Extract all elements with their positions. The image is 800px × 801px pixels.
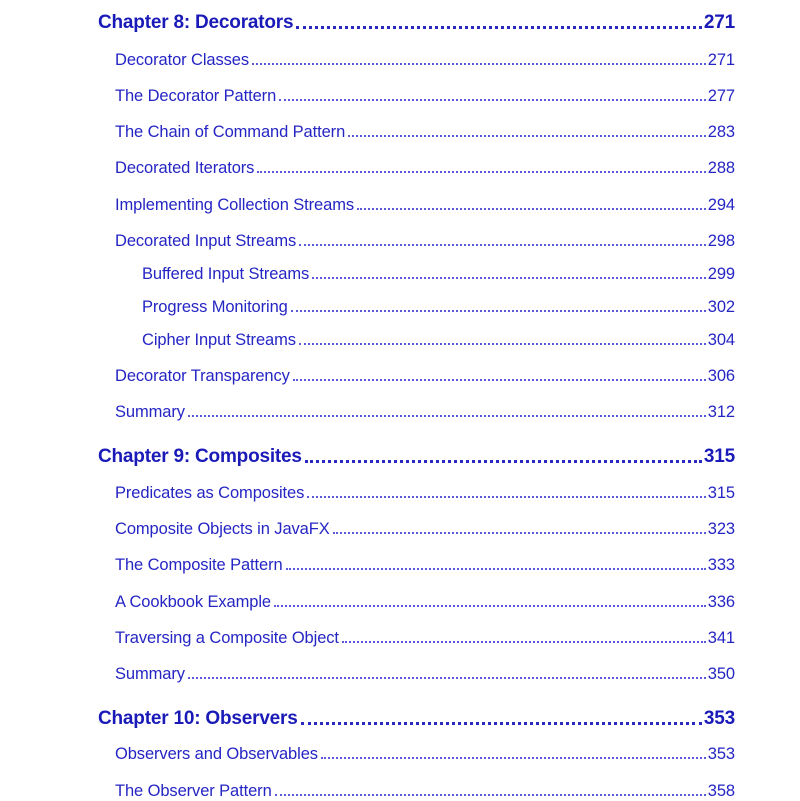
dot-leader [305, 442, 702, 463]
dot-leader [252, 47, 706, 66]
toc-page-number: 353 [703, 708, 735, 729]
dot-leader [357, 192, 706, 211]
toc-entry-title: The Composite Pattern [115, 556, 283, 574]
toc-page-number: 323 [707, 520, 735, 538]
toc-section-entry[interactable] [115, 551, 735, 575]
dot-leader [321, 741, 706, 760]
toc-entry-title: Implementing Collection Streams [115, 196, 355, 214]
toc-section-entry[interactable] [142, 293, 735, 317]
toc-entry-title: The Observer Pattern [115, 782, 272, 800]
toc-entry-title: Chapter 9: Composites [98, 446, 302, 467]
toc-chapter-entry[interactable] [98, 442, 735, 468]
dot-leader [291, 294, 706, 313]
toc-entry-title: Cipher Input Streams [142, 331, 296, 349]
toc-page-number: 294 [707, 196, 735, 214]
toc-entry-title: Summary [115, 665, 185, 683]
dot-leader [312, 261, 706, 280]
toc-section-entry[interactable] [115, 362, 735, 386]
toc-section-entry[interactable] [115, 588, 735, 612]
toc-section-entry[interactable] [115, 660, 735, 684]
dot-leader [296, 8, 702, 29]
toc-section-entry[interactable] [115, 118, 735, 142]
toc-page-number: 304 [707, 331, 735, 349]
toc-page-number: 333 [707, 556, 735, 574]
toc-section-entry[interactable] [115, 46, 735, 70]
dot-leader [299, 228, 706, 247]
toc-entry-title: The Decorator Pattern [115, 87, 277, 105]
toc-entry-title: Progress Monitoring [142, 298, 288, 316]
toc-entry-title: Observers and Observables [115, 745, 318, 763]
dot-leader [301, 704, 702, 725]
dot-leader [188, 399, 706, 418]
toc-section-entry[interactable] [115, 82, 735, 106]
toc-page-number: 302 [707, 298, 735, 316]
toc-entry-title: Decorated Input Streams [115, 232, 297, 250]
dot-leader [188, 661, 706, 680]
dot-leader [333, 516, 706, 535]
toc-page-number: 271 [707, 51, 735, 69]
dot-leader [274, 589, 706, 608]
toc-page-number: 315 [707, 484, 735, 502]
toc-page-number: 350 [707, 665, 735, 683]
toc-entry-title: Summary [115, 403, 185, 421]
toc-section-entry[interactable] [115, 777, 735, 801]
dot-leader [342, 625, 706, 644]
dot-leader [286, 552, 706, 571]
dot-leader [348, 119, 706, 138]
toc-section-entry[interactable] [115, 515, 735, 539]
toc-section-entry[interactable] [142, 260, 735, 284]
toc-chapter-entry[interactable] [98, 8, 735, 34]
toc-page-number: 312 [707, 403, 735, 421]
dot-leader [275, 778, 706, 797]
toc-page-number: 271 [703, 12, 735, 33]
dot-leader [307, 480, 705, 499]
toc-entry-title: Chapter 8: Decorators [98, 12, 294, 33]
toc-entry-title: The Chain of Command Pattern [115, 123, 346, 141]
toc-page-number: 299 [707, 265, 735, 283]
toc-page-number: 315 [703, 446, 735, 467]
toc-section-entry[interactable] [115, 191, 735, 215]
dot-leader [257, 155, 705, 174]
toc-page-number: 288 [707, 159, 735, 177]
toc-page-number: 336 [707, 593, 735, 611]
toc-entry-title: Predicates as Composites [115, 484, 305, 502]
toc-page-number: 277 [707, 87, 735, 105]
toc-section-entry[interactable] [115, 479, 735, 503]
toc-section-entry[interactable] [115, 624, 735, 648]
dot-leader [299, 327, 706, 346]
toc-section-entry[interactable] [142, 326, 735, 350]
toc-entry-title: Buffered Input Streams [142, 265, 310, 283]
toc-entry-title: Decorator Classes [115, 51, 250, 69]
toc-entry-title: Traversing a Composite Object [115, 629, 339, 647]
toc-entry-title: Decorator Transparency [115, 367, 290, 385]
toc-page-number: 283 [707, 123, 735, 141]
toc-page-number: 353 [707, 745, 735, 763]
toc-entry-title: Chapter 10: Observers [98, 708, 298, 729]
toc-page-number: 298 [707, 232, 735, 250]
toc-entry-title: A Cookbook Example [115, 593, 271, 611]
toc-page-number: 306 [707, 367, 735, 385]
toc-chapter-entry[interactable] [98, 704, 735, 730]
toc-section-entry[interactable] [115, 740, 735, 764]
toc-section-entry[interactable] [115, 398, 735, 422]
toc-entry-title: Composite Objects in JavaFX [115, 520, 330, 538]
toc-page-number: 358 [707, 782, 735, 800]
toc-section-entry[interactable] [115, 154, 735, 178]
dot-leader [293, 363, 706, 382]
toc-entry-title: Decorated Iterators [115, 159, 255, 177]
toc-section-entry[interactable] [115, 227, 735, 251]
toc-page-number: 341 [707, 629, 735, 647]
dot-leader [279, 83, 706, 102]
